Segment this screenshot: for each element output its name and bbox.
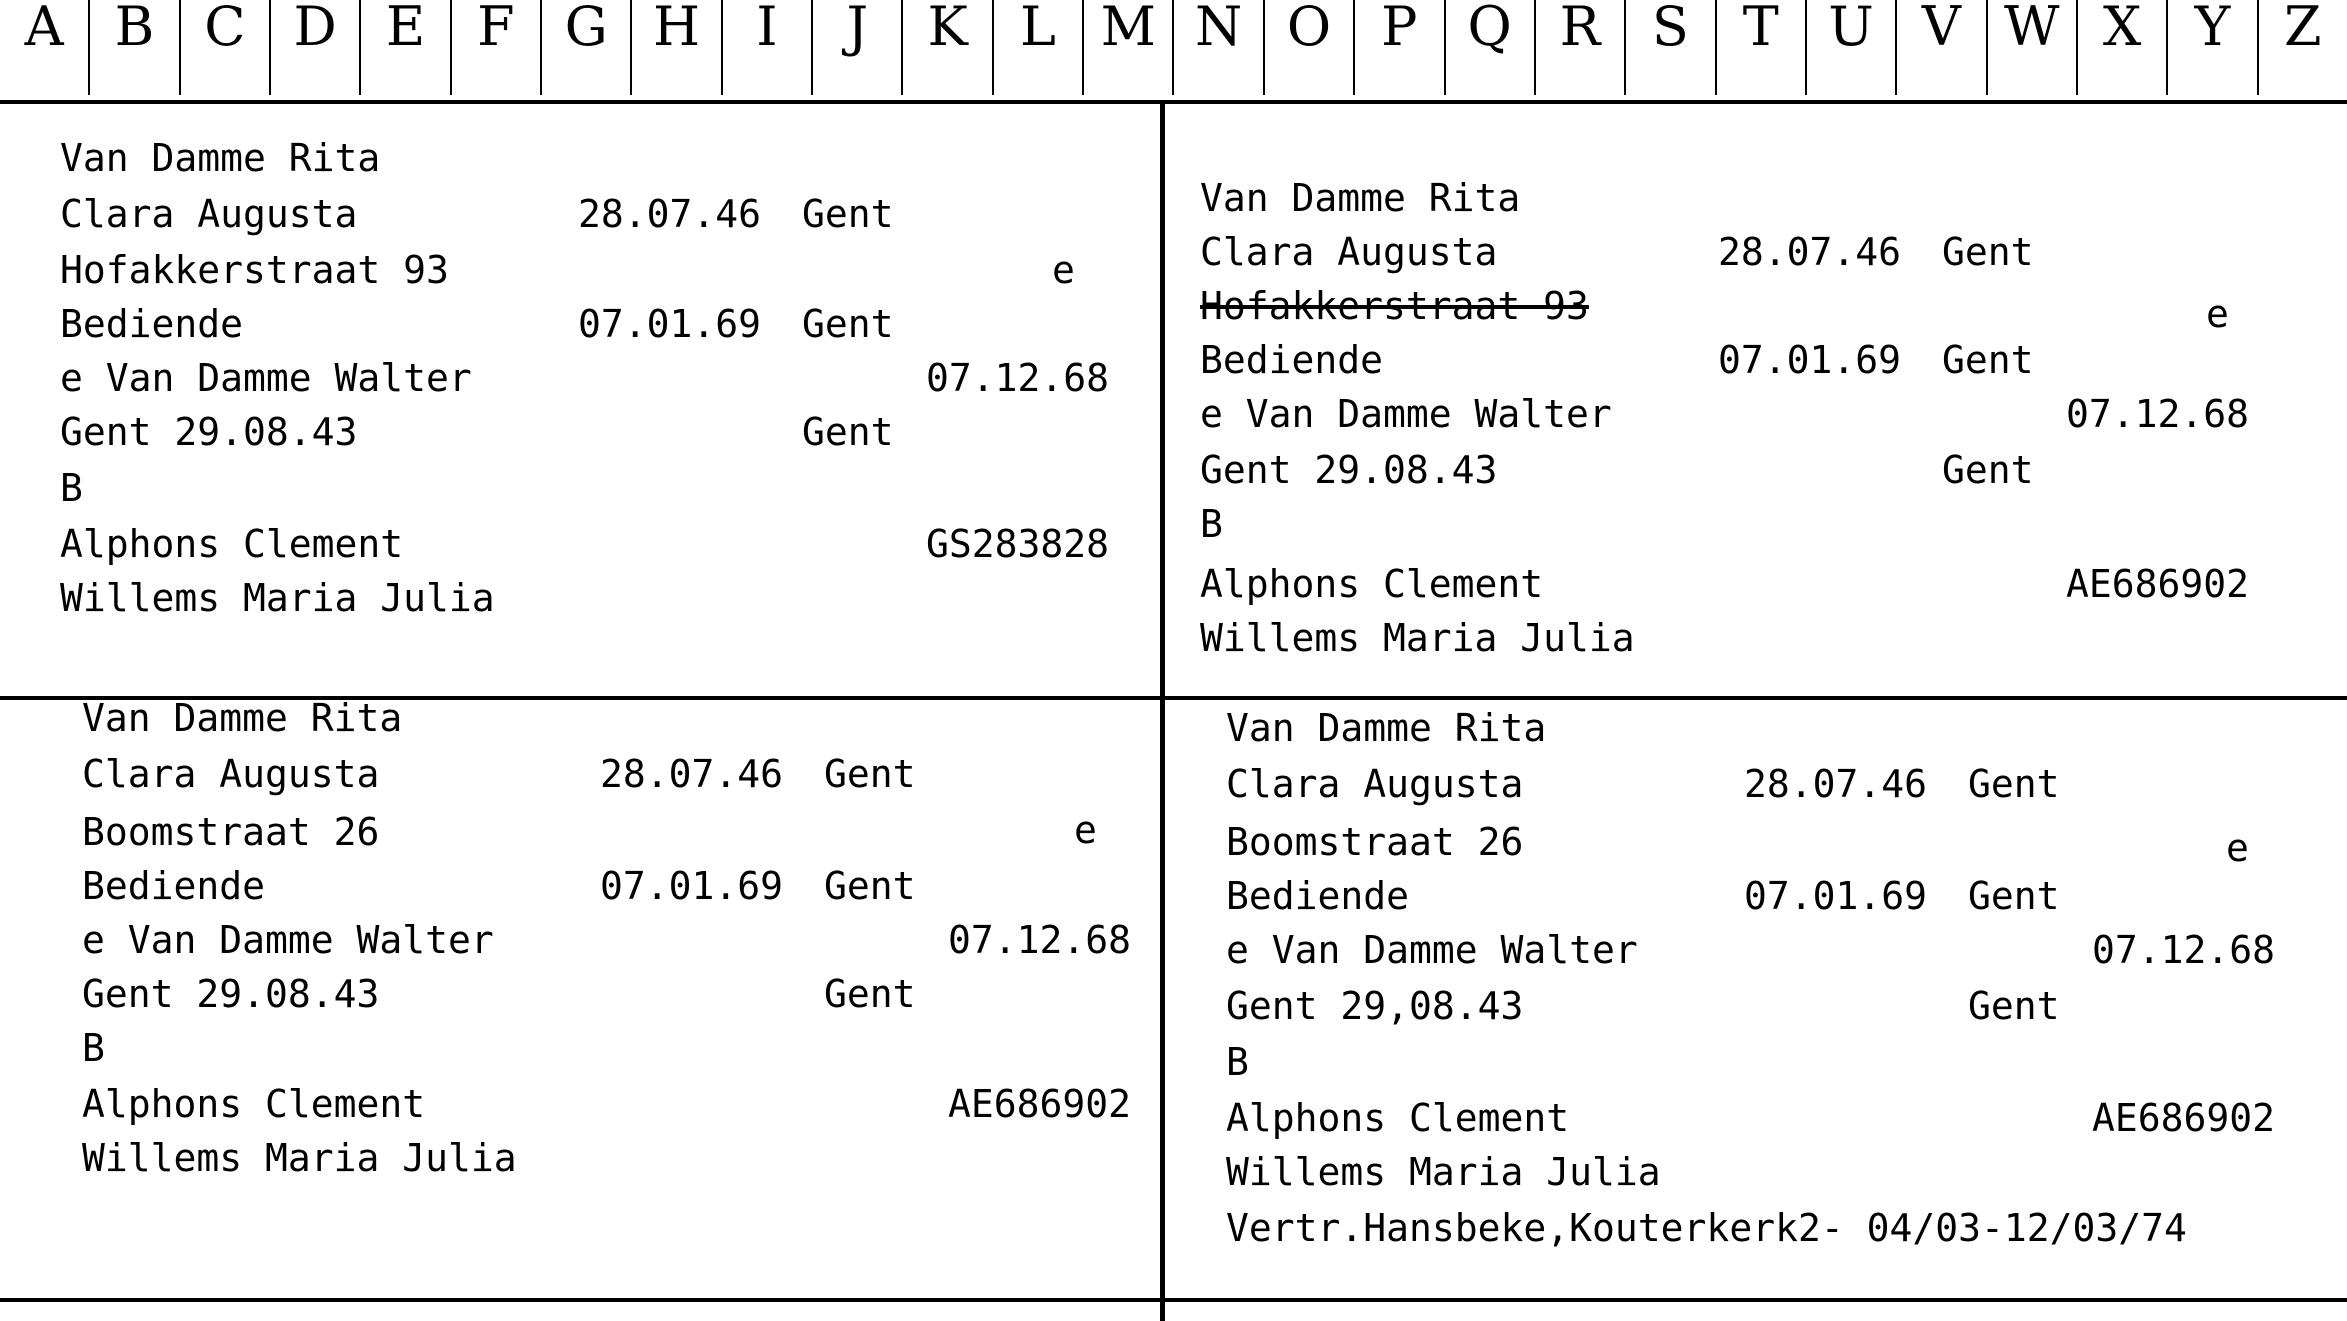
card-marker: e bbox=[2226, 826, 2249, 870]
card-birth-place: Gent bbox=[1968, 762, 2060, 806]
record-card-3 bbox=[82, 698, 1152, 1218]
top-divider bbox=[0, 100, 2347, 104]
card-reg-place: Gent bbox=[824, 864, 916, 908]
card-code: B bbox=[82, 1026, 105, 1070]
card-profession: Bediende bbox=[60, 302, 244, 346]
card-spouse: e Van Damme Walter bbox=[1200, 392, 1612, 436]
card-reg-date: 07.01.69 bbox=[578, 302, 762, 346]
alphabet-letter-t: T bbox=[1717, 0, 1807, 95]
card-reg-date: 07.01.69 bbox=[1718, 338, 1902, 382]
card-spouse: e Van Damme Walter bbox=[60, 356, 472, 400]
alphabet-letter-q: Q bbox=[1446, 0, 1536, 95]
card-birth-place: Gent bbox=[1942, 230, 2034, 274]
alphabet-letter-d: D bbox=[271, 0, 361, 95]
card-spouse-birth: Gent 29,08.43 bbox=[1226, 984, 1524, 1028]
alphabet-letter-b: B bbox=[90, 0, 180, 95]
alphabet-letter-j: J bbox=[813, 0, 903, 95]
card-marker: e bbox=[1074, 808, 1097, 852]
card-id-number: AE686902 bbox=[948, 1082, 1132, 1126]
alphabet-letter-u: U bbox=[1807, 0, 1897, 95]
card-spouse-place: Gent bbox=[1942, 448, 2034, 492]
card-id-number: AE686902 bbox=[2092, 1096, 2276, 1140]
alphabet-letter-i: I bbox=[723, 0, 813, 95]
alphabet-letter-s: S bbox=[1626, 0, 1716, 95]
card-spouse-birth: Gent 29.08.43 bbox=[1200, 448, 1498, 492]
card-birth-place: Gent bbox=[824, 752, 916, 796]
card-reg-date: 07.01.69 bbox=[1744, 874, 1928, 918]
alphabet-letter-a: A bbox=[0, 0, 90, 95]
card-mother: Willems Maria Julia bbox=[60, 576, 495, 620]
record-card-2 bbox=[1200, 178, 2320, 678]
card-note: Vertr.Hansbeke,Kouterkerk2- 04/03-12/03/74 bbox=[1226, 1206, 2187, 1250]
card-birth-date: 28.07.46 bbox=[1744, 762, 1928, 806]
alphabet-letter-v: V bbox=[1897, 0, 1987, 95]
alphabet-letter-f: F bbox=[452, 0, 542, 95]
card-name: Van Damme Rita bbox=[1226, 706, 1547, 750]
card-name: Van Damme Rita bbox=[82, 696, 403, 740]
alphabet-letter-c: C bbox=[181, 0, 271, 95]
card-profession: Bediende bbox=[82, 864, 266, 908]
card-address: Boomstraat 26 bbox=[1226, 820, 1524, 864]
card-marker: e bbox=[1052, 248, 1075, 292]
alphabet-letter-z: Z bbox=[2284, 0, 2322, 58]
alphabet-letter-h: H bbox=[632, 0, 722, 95]
card-spouse: e Van Damme Walter bbox=[1226, 928, 1638, 972]
card-father: Alphons Clement bbox=[1226, 1096, 1570, 1140]
card-marriage-date: 07.12.68 bbox=[948, 918, 1132, 962]
card-code: B bbox=[1200, 502, 1223, 546]
alphabet-letter-m: M bbox=[1084, 0, 1174, 95]
card-name: Van Damme Rita bbox=[1200, 176, 1521, 220]
card-address: Hofakkerstraat 93 bbox=[60, 248, 449, 292]
card-id-number: AE686902 bbox=[2066, 562, 2250, 606]
card-father: Alphons Clement bbox=[60, 522, 404, 566]
card-code: B bbox=[1226, 1040, 1249, 1084]
card-given-names: Clara Augusta bbox=[1200, 230, 1498, 274]
card-spouse-birth: Gent 29.08.43 bbox=[82, 972, 380, 1016]
card-reg-place: Gent bbox=[1968, 874, 2060, 918]
alphabet-letter-w: W bbox=[1988, 0, 2078, 95]
card-birth-date: 28.07.46 bbox=[578, 192, 762, 236]
bottom-divider bbox=[0, 1298, 2347, 1302]
alphabet-letter-p: P bbox=[1355, 0, 1445, 95]
card-mother: Willems Maria Julia bbox=[82, 1136, 517, 1180]
alphabet-letter-l: L bbox=[994, 0, 1084, 95]
card-reg-place: Gent bbox=[802, 302, 894, 346]
card-birth-place: Gent bbox=[802, 192, 894, 236]
card-address: Boomstraat 26 bbox=[82, 810, 380, 854]
alphabet-letter-y: Y bbox=[2168, 0, 2258, 95]
alphabet-letter-e: E bbox=[361, 0, 451, 95]
alphabet-index bbox=[0, 0, 2347, 95]
record-card-1 bbox=[60, 138, 1140, 678]
center-divider bbox=[1160, 100, 1165, 1321]
card-given-names: Clara Augusta bbox=[1226, 762, 1524, 806]
card-reg-date: 07.01.69 bbox=[600, 864, 784, 908]
card-mother: Willems Maria Julia bbox=[1200, 616, 1635, 660]
card-given-names: Clara Augusta bbox=[82, 752, 380, 796]
card-marriage-date: 07.12.68 bbox=[2066, 392, 2250, 436]
alphabet-letter-o: O bbox=[1265, 0, 1355, 95]
card-spouse: e Van Damme Walter bbox=[82, 918, 494, 962]
card-spouse-place: Gent bbox=[1968, 984, 2060, 1028]
card-marker: e bbox=[2206, 292, 2229, 336]
card-reg-place: Gent bbox=[1942, 338, 2034, 382]
alphabet-letter-g: G bbox=[542, 0, 632, 95]
card-father: Alphons Clement bbox=[1200, 562, 1544, 606]
card-birth-date: 28.07.46 bbox=[1718, 230, 1902, 274]
card-profession: Bediende bbox=[1226, 874, 1410, 918]
card-name: Van Damme Rita bbox=[60, 136, 381, 180]
card-spouse-birth: Gent 29.08.43 bbox=[60, 410, 358, 454]
card-birth-date: 28.07.46 bbox=[600, 752, 784, 796]
card-marriage-date: 07.12.68 bbox=[2092, 928, 2276, 972]
alphabet-letter-n: N bbox=[1174, 0, 1264, 95]
card-id-number: GS283828 bbox=[926, 522, 1110, 566]
card-profession: Bediende bbox=[1200, 338, 1384, 382]
card-mother: Willems Maria Julia bbox=[1226, 1150, 1661, 1194]
alphabet-letter-r: R bbox=[1536, 0, 1626, 95]
alphabet-letter-x: X bbox=[2078, 0, 2168, 95]
card-given-names: Clara Augusta bbox=[60, 192, 358, 236]
card-spouse-place: Gent bbox=[802, 410, 894, 454]
card-father: Alphons Clement bbox=[82, 1082, 426, 1126]
alphabet-letter-k: K bbox=[903, 0, 993, 95]
card-spouse-place: Gent bbox=[824, 972, 916, 1016]
card-address-struck: Hofakkerstraat 93 bbox=[1200, 284, 1589, 328]
record-card-4 bbox=[1226, 708, 2336, 1268]
card-code: B bbox=[60, 466, 83, 510]
card-marriage-date: 07.12.68 bbox=[926, 356, 1110, 400]
